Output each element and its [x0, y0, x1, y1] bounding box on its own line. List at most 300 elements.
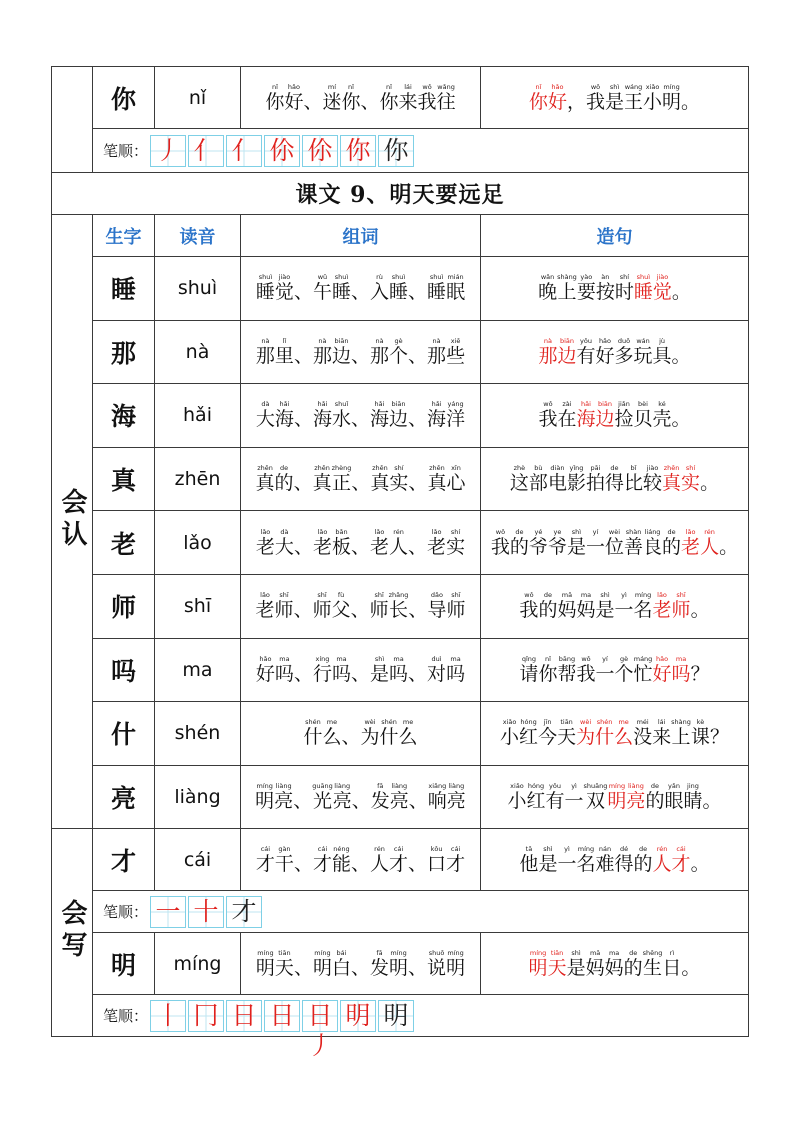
ruby-char	[371, 782, 390, 812]
char-pinyin: shī	[183, 595, 212, 618]
stroke-box	[340, 1000, 376, 1032]
ruby-char	[427, 655, 446, 685]
pinyin-annotation: liàng	[275, 782, 292, 791]
ruby-char	[275, 400, 294, 430]
char-pinyin: hǎi	[183, 404, 212, 427]
ruby-char	[275, 337, 294, 367]
ruby-char	[664, 782, 683, 812]
stroke-box	[340, 135, 376, 167]
char-pinyin: lǎo	[183, 531, 212, 554]
ruby-char	[681, 949, 700, 979]
stroke-step: 日	[269, 1000, 295, 1030]
pinyin-annotation: nǐ	[348, 82, 354, 91]
hanzi: 行	[312, 662, 332, 685]
pinyin-annotation: kǒu	[430, 844, 443, 853]
pinyin-annotation: shuì	[334, 273, 349, 282]
pinyin-annotation: de	[610, 464, 619, 473]
ruby-char	[409, 782, 428, 812]
pinyin-annotation: bǐ	[630, 464, 637, 473]
pinyin-annotation: míng	[577, 844, 595, 853]
stroke-order-label: 笔顺：	[103, 142, 149, 160]
pinyin-annotation: nǐ	[535, 82, 542, 91]
ruby-char	[389, 655, 408, 685]
hanzi: 师	[671, 599, 691, 622]
pinyin-annotation: yǒu	[549, 782, 561, 791]
hanzi: 爷	[547, 535, 567, 558]
hanzi: 老	[427, 535, 447, 558]
word-line	[241, 337, 480, 367]
ruby-char	[275, 528, 294, 558]
ruby-char	[408, 949, 427, 979]
ruby-char	[586, 464, 605, 494]
hanzi: 良	[643, 535, 663, 558]
pinyin-cell	[155, 447, 241, 511]
pinyin-cell	[155, 320, 241, 384]
ruby-char	[576, 337, 595, 367]
pinyin-annotation: shén	[305, 718, 321, 727]
ruby-char	[275, 655, 294, 685]
pinyin-annotation: zhèng	[331, 464, 352, 473]
ruby-char	[605, 464, 624, 494]
ruby-char	[519, 718, 538, 748]
ruby-char	[427, 464, 446, 494]
hanzi: 能	[331, 852, 351, 875]
pinyin-annotation: shī	[279, 591, 289, 600]
char-cell	[93, 511, 155, 575]
pinyin-annotation: lǎo	[657, 591, 667, 600]
hanzi: 、	[351, 472, 371, 495]
stroke-step: 丿	[155, 135, 181, 165]
stroke-box	[188, 135, 224, 167]
hanzi: 才	[312, 852, 332, 875]
hanzi: 父	[331, 599, 351, 622]
ruby-char	[389, 949, 408, 979]
hanzi: 真	[662, 472, 682, 495]
ruby-char	[615, 337, 634, 367]
pinyin-annotation: lǎo	[431, 527, 442, 536]
hanzi: 个	[614, 662, 634, 685]
ruby-char	[446, 464, 465, 494]
words-cell	[241, 320, 481, 384]
ruby-char	[427, 591, 446, 621]
ruby-char	[576, 591, 595, 621]
ruby-char	[370, 400, 389, 430]
ruby-char	[275, 845, 294, 875]
pinyin-annotation: yào	[580, 273, 593, 282]
ruby-char	[567, 464, 586, 494]
stroke-box	[302, 135, 338, 167]
ruby-char	[389, 528, 408, 558]
hanzi: 他	[519, 852, 539, 875]
ruby-char	[256, 591, 275, 621]
hanzi: 你	[538, 662, 558, 685]
hanzi: 、	[350, 281, 370, 304]
sentence-line	[481, 400, 748, 430]
ruby-char	[351, 400, 370, 430]
hanzi: 的	[538, 599, 558, 622]
pinyin-annotation: dà	[280, 527, 289, 536]
hanzi: 妈	[576, 599, 596, 622]
ruby-char	[529, 464, 548, 494]
ruby-char	[681, 528, 700, 558]
ruby-char	[671, 718, 691, 748]
hanzi: 、	[408, 344, 428, 367]
pinyin-annotation: fā	[377, 782, 384, 791]
ruby-char	[332, 337, 351, 367]
hanzi: 睡	[255, 281, 275, 304]
hanzi: 亮	[274, 790, 294, 813]
pinyin-annotation: ké	[658, 400, 666, 409]
ruby-char	[322, 718, 341, 748]
hanzi: 迷	[322, 90, 342, 113]
ruby-char	[500, 718, 519, 748]
pinyin-annotation: shí	[394, 464, 404, 473]
ruby-char	[557, 591, 576, 621]
hanzi: 拍	[585, 472, 605, 495]
words-cell	[241, 829, 481, 891]
hanzi: 一	[585, 535, 605, 558]
ruby-char	[446, 528, 465, 558]
pinyin-annotation: hǎo	[551, 82, 564, 91]
hanzi: 、	[350, 662, 370, 685]
hanzi: 老	[312, 535, 332, 558]
hanzi: 午	[312, 281, 332, 304]
pinyin-annotation: lǐ	[282, 336, 287, 345]
pinyin-annotation: zhè	[513, 464, 526, 473]
hanzi: 睛	[683, 790, 703, 813]
hanzi: 入	[370, 281, 390, 304]
ruby-char	[672, 400, 691, 430]
hanzi: 什	[303, 726, 323, 749]
pinyin-annotation: bái	[336, 948, 347, 957]
char-cell	[93, 320, 155, 384]
pinyin-annotation: cái	[676, 844, 686, 853]
pinyin-annotation: rù	[376, 273, 383, 282]
ruby-char	[427, 528, 446, 558]
char-w1: 明	[110, 950, 136, 980]
words-cell	[241, 574, 481, 638]
words-cell	[241, 447, 481, 511]
sentence-line	[481, 83, 748, 113]
stroke-box	[378, 135, 414, 167]
hanzi: 人	[652, 852, 672, 875]
ruby-char	[529, 528, 548, 558]
ruby-char	[351, 273, 370, 303]
hanzi: 帮	[557, 662, 577, 685]
char-2: 海	[110, 402, 136, 432]
ruby-char	[380, 83, 399, 113]
hanzi: 的	[633, 852, 653, 875]
stroke-box	[264, 135, 300, 167]
hanzi: 亮	[446, 790, 466, 813]
hanzi: 师	[274, 599, 294, 622]
pinyin-annotation: ma	[580, 591, 592, 600]
hanzi: 得	[604, 472, 624, 495]
hanzi: 老	[370, 535, 390, 558]
ruby-char	[538, 591, 557, 621]
ruby-char	[370, 655, 389, 685]
pinyin-annotation: bǎn	[335, 527, 348, 536]
hanzi: 名	[576, 852, 596, 875]
sentence-line	[481, 337, 748, 367]
top-category-cell	[52, 67, 93, 173]
hanzi: 影	[566, 472, 586, 495]
pinyin-annotation: xīn	[451, 464, 461, 473]
pinyin-annotation: rén	[374, 844, 385, 853]
ruby-char	[275, 591, 294, 621]
ruby-char	[332, 528, 351, 558]
ruby-char	[446, 949, 465, 979]
ruby-char	[408, 400, 427, 430]
ruby-char	[634, 337, 653, 367]
hanzi: 在	[557, 408, 577, 431]
pinyin-annotation: xiē	[450, 336, 461, 345]
ruby-char	[691, 718, 710, 748]
sentence-line	[481, 528, 748, 558]
sentence-cell	[481, 447, 749, 511]
hanzi: 为	[360, 726, 380, 749]
sentence-cell	[481, 574, 749, 638]
hanzi: 洋	[446, 408, 466, 431]
pinyin-cell	[155, 511, 241, 575]
hanzi: 一	[595, 662, 615, 685]
pinyin-annotation: rén	[656, 844, 668, 853]
ruby-char	[672, 655, 691, 685]
stroke-order-row	[52, 891, 749, 933]
ruby-char	[595, 845, 614, 875]
ruby-char	[294, 949, 313, 979]
hanzi: 好	[547, 90, 567, 113]
stroke-step: 你	[383, 135, 409, 165]
char-row	[52, 320, 749, 384]
ruby-char	[557, 273, 577, 303]
char-cell	[93, 765, 155, 829]
hanzi: 实	[446, 535, 466, 558]
pinyin-cell	[155, 384, 241, 448]
ruby-char	[389, 273, 408, 303]
ruby-char	[390, 782, 409, 812]
lesson-title: 课文 9、明天要远足	[295, 182, 505, 208]
ruby-char	[557, 845, 576, 875]
stroke-step: 亻	[193, 135, 219, 165]
pinyin-annotation: ma	[450, 654, 461, 663]
hanzi: 、	[293, 790, 313, 813]
sentence-line	[481, 273, 748, 303]
stroke-order-row	[52, 995, 749, 1037]
hanzi: 光	[312, 790, 332, 813]
ruby-char	[691, 655, 710, 685]
hanzi: 玩	[633, 344, 653, 367]
hanzi: 来	[652, 726, 672, 749]
pinyin-annotation: shì	[374, 654, 385, 663]
stroke-step: 才	[231, 896, 257, 926]
hanzi: 妈	[604, 956, 624, 979]
ruby-char	[719, 528, 738, 558]
ruby-char	[672, 591, 691, 621]
pinyin-annotation: míng	[447, 948, 464, 957]
pinyin-annotation: wǔ	[317, 273, 328, 282]
pinyin-annotation: zhēn	[257, 464, 273, 473]
ruby-char	[548, 528, 567, 558]
pinyin-annotation: shì	[543, 844, 553, 853]
ruby-char	[529, 83, 548, 113]
ruby-char	[633, 718, 652, 748]
pinyin-annotation: hǎi	[374, 400, 385, 409]
hanzi: 你	[528, 90, 548, 113]
char-row	[52, 765, 749, 829]
pinyin-annotation: fā	[376, 948, 383, 957]
hanzi: 那	[427, 344, 447, 367]
hanzi: 来	[398, 90, 418, 113]
pinyin-annotation: liàng	[448, 782, 465, 791]
hanzi: 是	[566, 956, 586, 979]
pinyin-annotation: míng	[634, 591, 652, 600]
hanzi: 师	[446, 599, 466, 622]
ruby-char	[294, 528, 313, 558]
lesson-title-cell	[52, 173, 749, 215]
char-pinyin: shuì	[177, 277, 218, 300]
char-pinyin: liàng	[174, 786, 221, 809]
ruby-char	[255, 782, 274, 812]
pinyin-annotation: bāng	[558, 654, 576, 663]
hanzi: 师	[369, 599, 389, 622]
pinyin-annotation: hóng	[527, 782, 545, 791]
hanzi: 位	[604, 535, 624, 558]
char-cell	[93, 702, 155, 766]
hanzi: 人	[370, 852, 390, 875]
ruby-char	[710, 718, 729, 748]
ruby-char	[519, 655, 538, 685]
write-char-row	[52, 829, 749, 891]
pinyin-annotation: dà	[261, 400, 270, 409]
ruby-char	[643, 528, 662, 558]
hanzi: 些	[446, 344, 466, 367]
ruby-char	[576, 845, 595, 875]
hanzi: 那	[538, 344, 558, 367]
char-pinyin: nǐ	[188, 86, 207, 109]
sentence-cell	[481, 511, 749, 575]
ruby-char	[332, 949, 351, 979]
hanzi: 部	[528, 472, 548, 495]
sentence-line	[481, 782, 748, 812]
ruby-char	[634, 845, 653, 875]
ruby-char	[529, 949, 548, 979]
hanzi: 天	[274, 956, 294, 979]
word-line	[241, 591, 480, 621]
ruby-char	[548, 83, 567, 113]
header-sentence	[481, 215, 749, 257]
hanzi: 心	[446, 472, 466, 495]
stroke-order-row	[52, 129, 749, 173]
pinyin-annotation: míng	[256, 782, 273, 791]
ruby-char	[653, 591, 672, 621]
ruby-char	[491, 528, 510, 558]
hanzi: 比	[624, 472, 644, 495]
pinyin-annotation: wǒ	[524, 591, 534, 600]
stroke-step: 一	[155, 896, 181, 926]
sentence-cell	[481, 638, 749, 702]
pinyin-annotation: yǐng	[569, 464, 584, 473]
ruby-char	[333, 782, 352, 812]
hanzi: 为	[576, 726, 596, 749]
hanzi: 的	[509, 535, 529, 558]
ruby-char	[332, 845, 351, 875]
pinyin-annotation: xiǎo	[645, 82, 660, 91]
ruby-char	[653, 655, 672, 685]
hanzi: 发	[370, 790, 390, 813]
hanzi: 是	[538, 852, 558, 875]
pinyin-cell	[155, 933, 241, 995]
stroke-step: 亻	[231, 135, 257, 165]
hanzi: 么	[322, 726, 342, 749]
hanzi: 、	[350, 535, 370, 558]
pinyin-annotation: yí	[602, 654, 608, 663]
hanzi: 大	[274, 535, 294, 558]
pinyin-annotation: wǒ	[590, 82, 601, 91]
header-pinyin-label: 读音	[179, 226, 216, 248]
pinyin-annotation: gè	[619, 654, 629, 663]
char-cell	[93, 67, 155, 129]
stroke-step: 明	[345, 1000, 371, 1030]
hanzi: 今	[538, 726, 558, 749]
hanzi: 妈	[585, 956, 605, 979]
hanzi: 捡	[614, 408, 634, 431]
pinyin-annotation: hǎi	[581, 400, 591, 409]
hanzi: 。	[719, 535, 739, 558]
ruby-char	[294, 845, 313, 875]
pinyin-annotation: shì	[600, 591, 610, 600]
pinyin-annotation: ma	[279, 654, 290, 663]
hanzi: 小	[500, 726, 520, 749]
hanzi: 、	[408, 599, 428, 622]
pinyin-annotation: shī	[317, 591, 327, 600]
char-w0: 才	[110, 846, 136, 876]
hanzi: 那	[255, 344, 275, 367]
hanzi: 。	[690, 852, 710, 875]
hanzi: 、	[293, 408, 313, 431]
pinyin-annotation: duō	[617, 336, 631, 345]
pinyin-annotation: jiǎn	[618, 400, 630, 409]
hanzi: 、	[293, 956, 313, 979]
stroke-step: 日丿	[307, 1000, 333, 1060]
hanzi: 。	[690, 599, 710, 622]
pinyin-annotation: míng	[314, 948, 331, 957]
hanzi: 、	[408, 790, 428, 813]
stroke-box	[188, 1000, 224, 1032]
hanzi: 、	[350, 408, 370, 431]
ruby-char	[275, 464, 294, 494]
pinyin-annotation: liáng	[644, 527, 661, 536]
hanzi: 晚	[538, 281, 558, 304]
pinyin-annotation: guāng	[312, 782, 333, 791]
hanzi: 得	[614, 852, 634, 875]
char-pinyin: zhēn	[174, 468, 221, 491]
stroke-order-cell	[93, 129, 749, 173]
pinyin-annotation: xíng	[315, 654, 330, 663]
words-cell	[241, 702, 481, 766]
ruby-char	[408, 655, 427, 685]
char-pinyin: nà	[185, 340, 210, 363]
ruby-char	[294, 337, 313, 367]
stroke-order-cell	[93, 891, 749, 933]
hanzi: 什	[379, 726, 399, 749]
ruby-char	[446, 655, 465, 685]
word-line	[241, 718, 480, 748]
hanzi: 多	[614, 344, 634, 367]
stroke-step: 伱	[307, 135, 333, 165]
ruby-char	[428, 782, 447, 812]
ruby-char	[595, 400, 614, 430]
